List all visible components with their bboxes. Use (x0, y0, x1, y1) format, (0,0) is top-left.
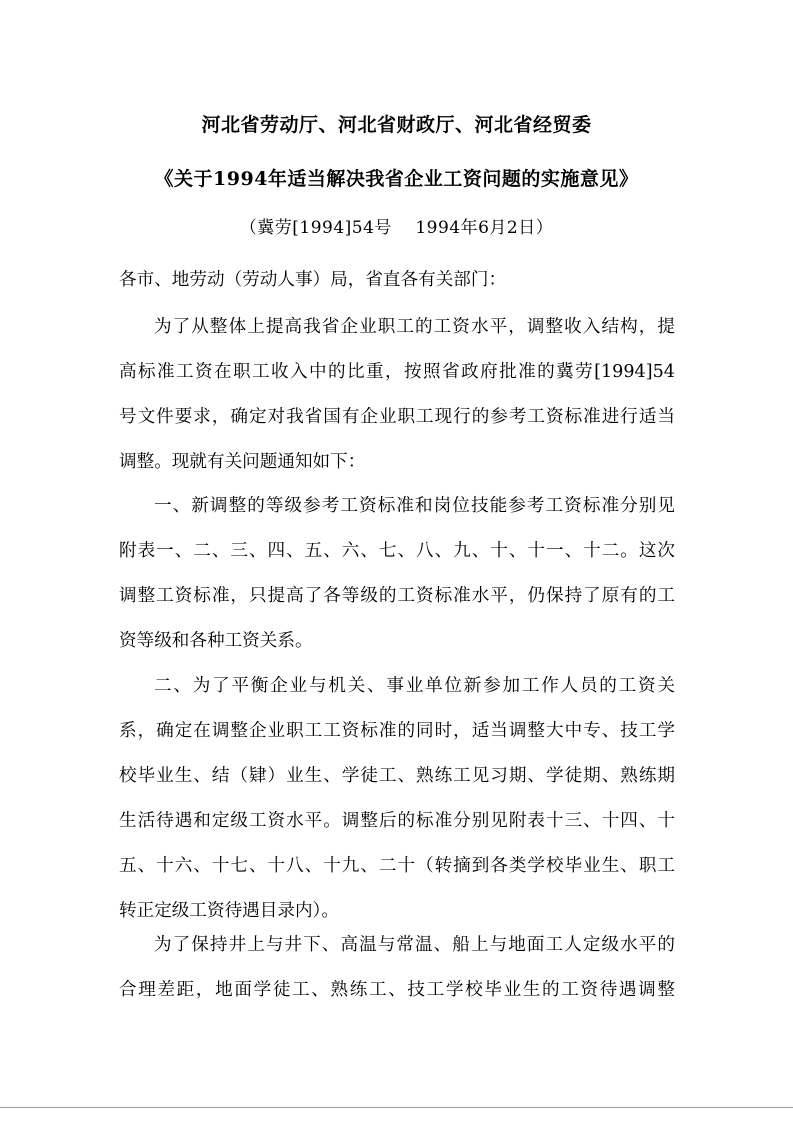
paragraph-line: 为了保持井上与井下、高温与常温、船上与地面工人定级水平的 (154, 935, 675, 955)
paragraph-line: 调整。现就有关问题通知如下： (119, 452, 366, 472)
paragraph-line: 二、为了平衡企业与机关、事业单位新参加工作人员的工资关 (154, 676, 675, 696)
paragraph-line: 五、十六、十七、十八、十九、二十（转摘到各类学校毕业生、职工 (119, 856, 675, 876)
paragraph-line: 系，确定在调整企业职工工资标准的同时，适当调整大中专、技工学 (119, 721, 675, 741)
paragraph-line: 号文件要求，确定对我省国有企业职工现行的参考工资标准进行适当 (119, 407, 675, 427)
paragraph-4 (119, 923, 675, 1013)
paragraph-line: 一、新调整的等级参考工资标准和岗位技能参考工资标准分别见 (154, 496, 675, 516)
document-reference-date: （冀劳[1994]54号 1994年6月2日） (239, 218, 554, 238)
paragraph-1 (119, 305, 675, 485)
salutation-line: 各市、地劳动（劳动人事）局，省直各有关部门： (119, 270, 507, 290)
paragraph-line: 资等级和各种工资关系。 (119, 631, 313, 651)
paragraph-line: 高标准工资在职工收入中的比重，按照省政府批准的冀劳[1994]54 (119, 362, 675, 382)
document-title-name: 《关于1994年适当解决我省企业工资问题的实施意见》 (154, 168, 639, 190)
paragraph-3 (119, 664, 675, 934)
page-bottom-divider (0, 1107, 793, 1108)
salutation (119, 258, 675, 303)
paragraph-line: 调整工资标准，只提高了各等级的工资标准水平，仍保持了原有的工 (119, 586, 675, 606)
paragraph-line: 合理差距，地面学徒工、熟练工、技工学校毕业生的工资待遇调整 (119, 980, 675, 1000)
paragraph-2 (119, 484, 675, 664)
paragraph-line: 校毕业生、结（肄）业生、学徒工、熟练工见习期、学徒期、熟练期 (119, 766, 675, 786)
paragraph-line: 为了从整体上提高我省企业职工的工资水平，调整收入结构，提 (154, 317, 675, 337)
paragraph-line: 生活待遇和定级工资水平。调整后的标准分别见附表十三、十四、十 (119, 811, 675, 831)
document-title-issuers: 河北省劳动厅、河北省财政厅、河北省经贸委 (201, 114, 592, 136)
paragraph-line: 转正定级工资待遇目录内）。 (119, 901, 339, 921)
paragraph-line: 附表一、二、三、四、五、六、七、八、九、十、十一、十二。这次 (119, 541, 675, 561)
